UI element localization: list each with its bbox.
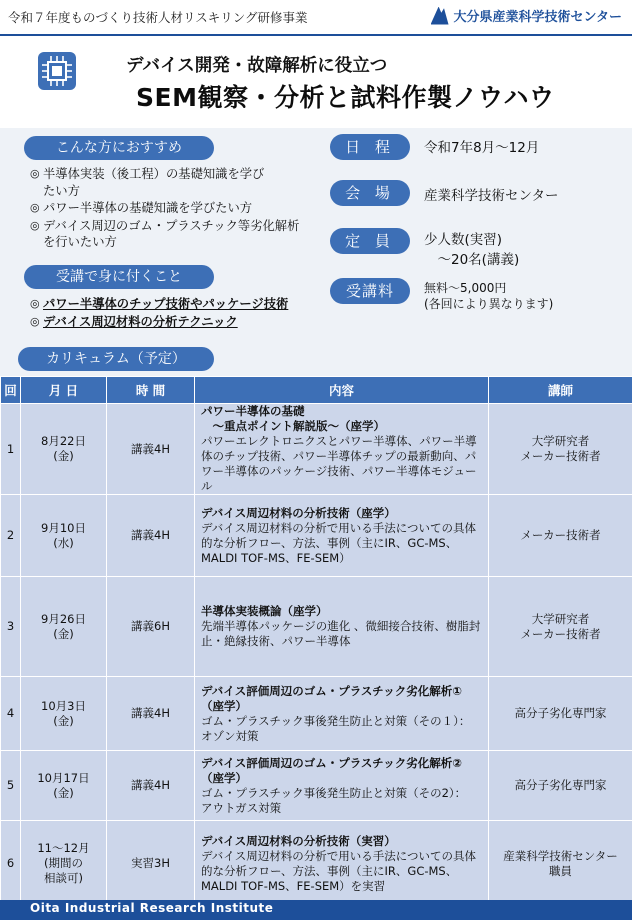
row-content-title: デバイス評価周辺のゴム・プラスチック劣化解析① （座学） (201, 683, 463, 713)
row-date: 8月22日 (金) (21, 404, 107, 495)
row-date: 9月26日 (金) (21, 577, 107, 677)
row-lecturer: メーカー技術者 (489, 495, 632, 577)
fee-value: 無料～5,000円 (各回により異なります) (424, 281, 554, 311)
row-date: 10月17日 (金) (21, 751, 107, 821)
row-content-title: デバイス周辺材料の分析技術（実習） (201, 833, 396, 848)
skill-item: ◎ デバイス周辺材料の分析テクニック (30, 314, 238, 329)
table-row (1, 821, 632, 907)
row-time: 講義6H (107, 577, 195, 677)
row-date: 11～12月 (期間の 相談可) (21, 821, 107, 907)
row-content (195, 495, 489, 577)
row-content-title: デバイス評価周辺のゴム・プラスチック劣化解析② （座学） (201, 755, 463, 785)
col-header-content: 内容 (195, 377, 489, 404)
top-header (0, 0, 632, 36)
skills-list (30, 296, 320, 331)
table-row (1, 404, 632, 495)
col-header-time: 時 間 (107, 377, 195, 404)
row-no: 4 (1, 677, 21, 751)
row-no: 3 (1, 577, 21, 677)
capacity-value: 少人数(実習) ～20名(講義) (424, 232, 520, 268)
row-date: 10月3日 (金) (21, 677, 107, 751)
recommend-heading: こんな方におすすめ (24, 136, 214, 160)
table-row (1, 577, 632, 677)
chip-icon (38, 52, 76, 90)
row-content-desc: 先端半導体パッケージの進化 、微細接合技術、樹脂封止・絶縁技術、パワー半導体 (201, 619, 481, 648)
row-lecturer: 産業科学技術センター 職員 (489, 821, 632, 907)
recommend-item: ◎ パワー半導体の基礎知識を学びたい方 (30, 201, 253, 215)
skills-heading: 受講で身に付くこと (24, 265, 214, 289)
row-content-desc: デバイス周辺材料の分析で用いる手法についての具体的な分析フロー、方法、事例（主にIR、GC-MS、MALDI TOF-MS、FE-SEM）を実習 (201, 848, 476, 893)
table-row (1, 677, 632, 751)
table-header-row (1, 377, 632, 404)
col-header-no: 回 (1, 377, 21, 404)
table-row (1, 751, 632, 821)
col-header-lecturer: 講師 (489, 377, 632, 404)
page-title: SEM観察・分析と試料作製ノウハウ (136, 83, 555, 112)
row-time: 講義4H (107, 404, 195, 495)
row-content (195, 404, 489, 495)
capacity-label: 定 員 (330, 228, 410, 254)
row-content (195, 677, 489, 751)
subtitle: デバイス開発・故障解析に役立つ (126, 56, 388, 76)
row-content-title: パワー半導体の基礎 ～重点ポイント解説版～（座学） (201, 404, 385, 433)
row-content (195, 751, 489, 821)
venue-value: 産業科学技術センター (424, 188, 559, 204)
org-mark-icon (431, 7, 449, 25)
row-content (195, 821, 489, 907)
row-time: 講義4H (107, 751, 195, 821)
row-time: 講義4H (107, 677, 195, 751)
org-logo (431, 6, 622, 25)
org-name: 大分県産業科学技術センター (453, 10, 622, 25)
row-time: 講義4H (107, 495, 195, 577)
footer-bar (0, 900, 632, 920)
skill-item: ◎ パワー半導体のチップ技術やパッケージ技術 (30, 297, 289, 311)
schedule-label: 日 程 (330, 134, 410, 160)
row-lecturer: 大学研究者 メーカー技術者 (489, 404, 632, 495)
col-header-date: 月 日 (21, 377, 107, 404)
row-lecturer: 高分子劣化専門家 (489, 751, 632, 821)
row-no: 1 (1, 404, 21, 495)
row-date: 9月10日 (水) (21, 495, 107, 577)
row-time: 実習3H (107, 821, 195, 907)
venue-label: 会 場 (330, 180, 410, 206)
row-content (195, 577, 489, 677)
row-lecturer: 大学研究者 メーカー技術者 (489, 577, 632, 677)
row-content-title: デバイス周辺材料の分析技術（座学） (201, 505, 396, 520)
row-content-title: 半導体実装概論（座学） (201, 604, 328, 618)
fee-label: 受講料 (330, 278, 410, 304)
curriculum-table (0, 376, 632, 907)
row-content-desc: ゴム・プラスチック事後発生防止と対策（その１）： オゾン対策 (201, 713, 471, 743)
row-no: 5 (1, 751, 21, 821)
row-content-desc: ゴム・プラスチック事後発生防止と対策（その2）： アウトガス対策 (201, 785, 467, 815)
recommend-item: ◎ 半導体実装（後工程）の基礎知識を学び たい方 (30, 167, 265, 198)
row-content-desc: パワーエレクトロニクスとパワー半導体、パワー半導体のチップ技術、パワー半導体チップの最新動向、パワー半導体のパッケージ技術、パワー半導体モジュール (201, 434, 477, 493)
row-lecturer: 高分子劣化専門家 (489, 677, 632, 751)
row-no: 6 (1, 821, 21, 907)
footer-org-name: Oita Industrial Research Institute (30, 901, 274, 915)
table-row (1, 495, 632, 577)
row-content-desc: デバイス周辺材料の分析で用いる手法についての具体的な分析フロー、方法、事例（主にIR、GC-MS、MALDI TOF-MS、FE-SEM） (201, 520, 476, 565)
curriculum-table-wrap (0, 376, 632, 907)
schedule-value: 令和7年8月～12月 (424, 140, 540, 156)
row-no: 2 (1, 495, 21, 577)
recommend-item: ◎ デバイス周辺のゴム・プラスチック等劣化解析 を行いたい方 (30, 218, 300, 249)
recommend-list (30, 166, 300, 252)
program-series: 令和７年度ものづくり技術人材リスキリング研修事業 (8, 10, 308, 25)
curriculum-heading: カリキュラム（予定） (18, 347, 214, 371)
